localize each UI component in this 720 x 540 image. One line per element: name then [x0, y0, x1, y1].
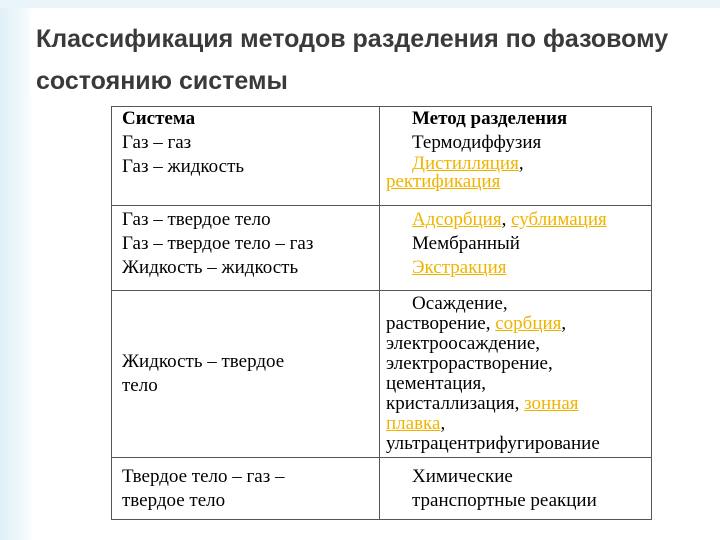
table-row — [112, 291, 652, 458]
method-line — [386, 256, 651, 280]
method-text: электроосаждение, — [386, 333, 541, 354]
method-text: цементация, — [386, 373, 487, 394]
method-text: , — [561, 313, 567, 334]
table-row — [112, 107, 652, 206]
method-cell — [380, 458, 652, 520]
method-text: , — [501, 209, 512, 230]
system-text: Газ – твердое тело – газ — [122, 233, 314, 254]
system-cell — [112, 206, 380, 291]
decorative-top-band — [0, 0, 720, 8]
method-text: Мембранный — [412, 233, 520, 254]
extraction-link[interactable]: Экстракция — [412, 257, 507, 278]
system-text: Газ – газ — [122, 132, 192, 153]
adsorption-link[interactable]: Адсорбция — [412, 209, 502, 230]
method-cell — [380, 107, 652, 206]
decorative-side-band — [0, 0, 34, 540]
method-text: , — [518, 153, 524, 174]
sublimation-link[interactable]: сублимация — [511, 209, 607, 230]
system-text: Жидкость – жидкость — [122, 257, 299, 278]
system-text: тело — [122, 375, 158, 396]
method-text: кристаллизация, — [386, 393, 525, 414]
method-line — [386, 394, 651, 414]
system-text: Твердое тело – газ – — [122, 465, 285, 487]
system-cell — [112, 107, 380, 206]
system-text: Газ – жидкость — [122, 156, 245, 177]
slide-title: Классификация методов разделения по фазовому состоянию системы — [36, 25, 669, 95]
system-text: Жидкость – твердое — [122, 351, 285, 372]
table-row — [112, 206, 652, 291]
method-line — [386, 314, 651, 334]
system-text: твердое тело — [122, 489, 226, 511]
zone-melting-link-cont[interactable]: плавка — [386, 413, 441, 434]
method-text: ультрацентрифугирование — [386, 433, 600, 454]
method-text: Осаждение, — [412, 293, 508, 314]
method-text: транспортные реакции — [412, 489, 597, 511]
method-line — [386, 414, 651, 434]
distillation-link[interactable]: Дистилляция — [412, 153, 519, 174]
method-text: Термодиффузия — [412, 132, 542, 153]
method-cell — [380, 291, 652, 458]
method-cell — [380, 206, 652, 291]
system-cell — [112, 458, 380, 520]
rectification-link[interactable]: ректификация — [386, 171, 501, 192]
method-header: Метод разделения — [412, 108, 568, 129]
method-text: электрорастворение, — [386, 353, 553, 374]
method-line — [386, 208, 651, 232]
zone-melting-link[interactable]: зонная — [524, 393, 579, 414]
system-cell — [112, 291, 380, 458]
system-header: Система — [122, 108, 196, 129]
classification-table — [111, 106, 652, 520]
system-text: Газ – твердое тело — [122, 209, 271, 230]
sorption-link[interactable]: сорбция — [495, 313, 562, 334]
method-text: Химические — [412, 465, 513, 487]
method-text: , — [440, 413, 446, 434]
table-row — [112, 458, 652, 520]
method-text: растворение, — [386, 313, 496, 334]
method-line — [386, 173, 651, 191]
